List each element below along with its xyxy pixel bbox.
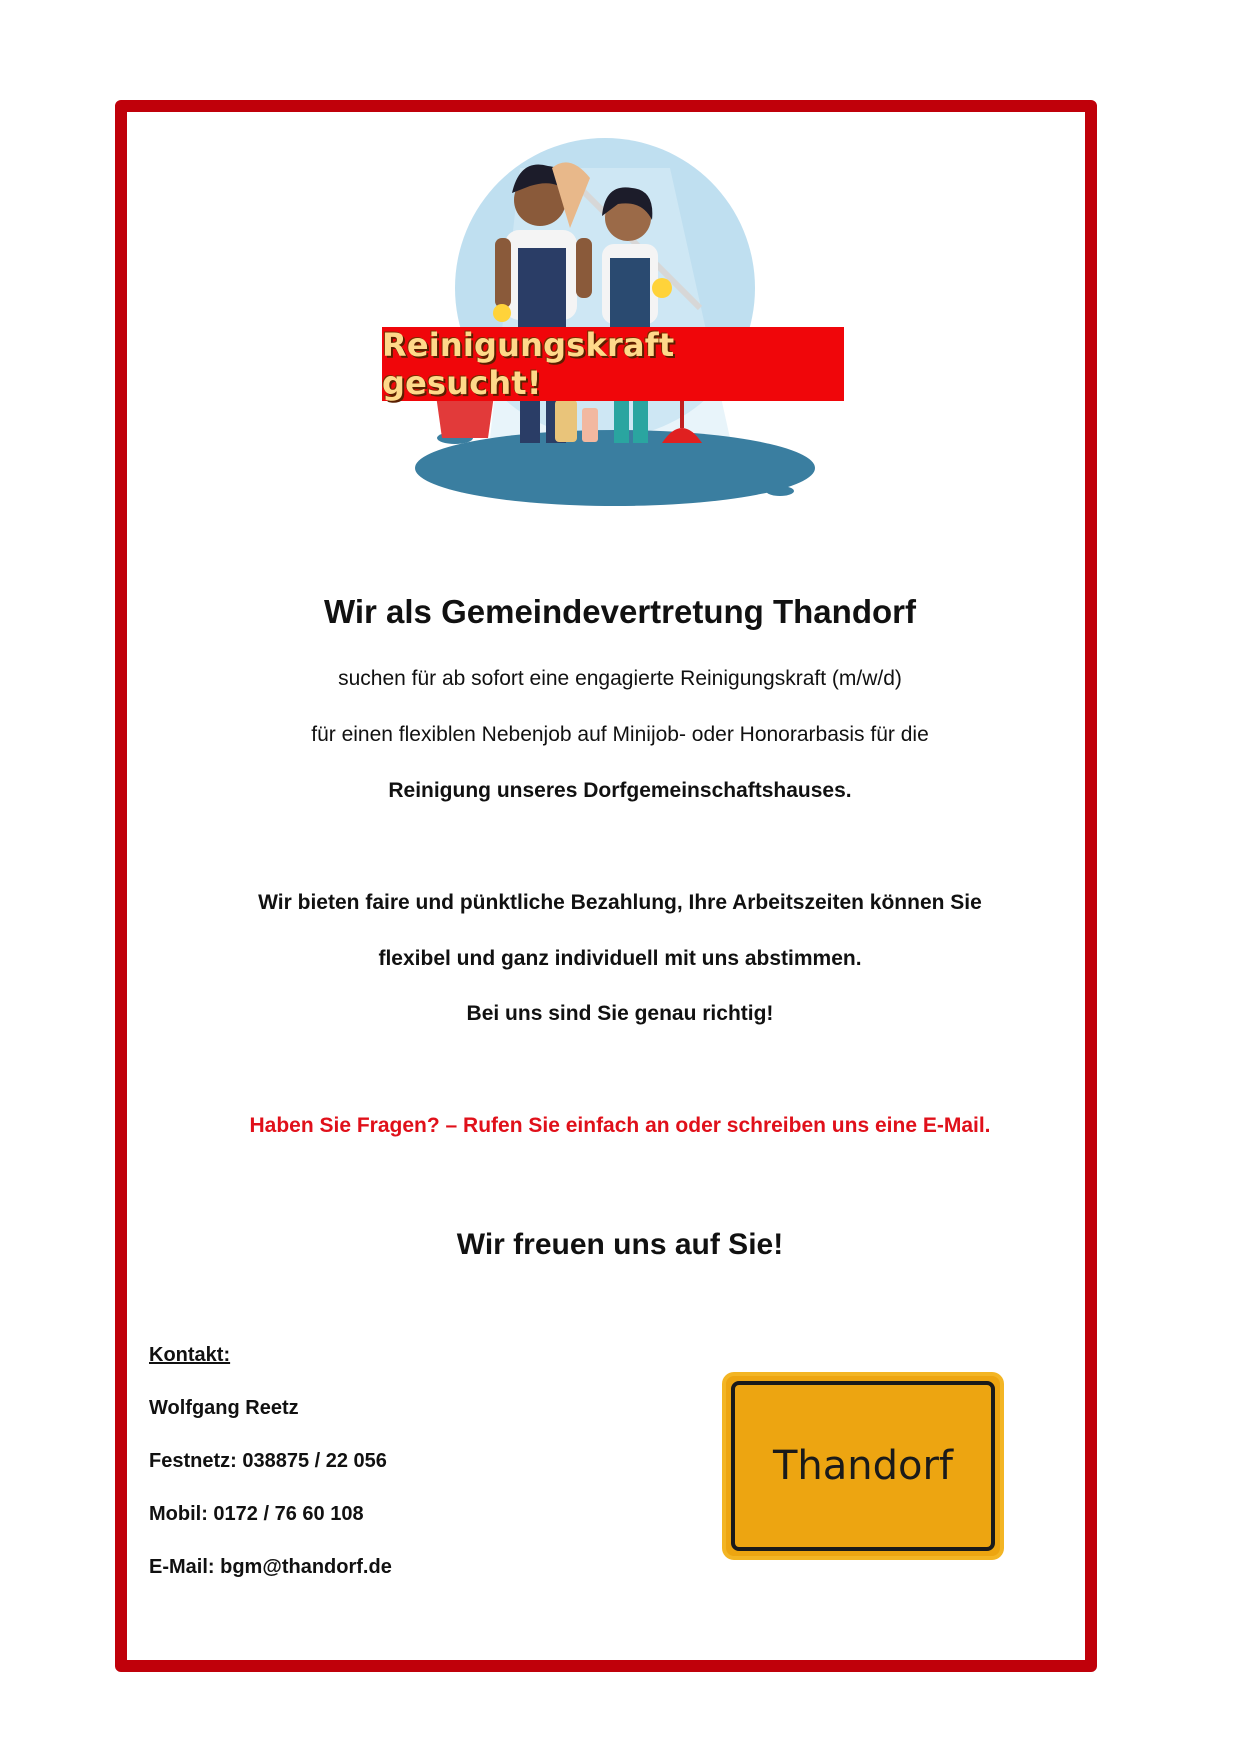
closing-heading: Wir freuen uns auf Sie!	[456, 1228, 784, 1261]
contact-name: Wolfgang Reetz	[149, 1397, 299, 1419]
town-sign-text: Thandorf	[772, 1443, 954, 1489]
intro-line-3: Reinigung unseres Dorfgemeinschaftshauses.	[388, 779, 852, 802]
town-sign	[722, 1372, 1004, 1560]
offer-line-2: flexibel und ganz individuell mit uns abstimmen.	[378, 947, 862, 970]
main-heading: Wir als Gemeindevertretung Thandorf	[324, 593, 916, 630]
contact-email: E-Mail: bgm@thandorf.de	[149, 1556, 392, 1578]
contact-mobile: Mobil: 0172 / 76 60 108	[149, 1503, 364, 1525]
offer-line-1: Wir bieten faire und pünktliche Bezahlung, Ihre Arbeitszeiten können Sie	[258, 891, 982, 914]
questions-line: Haben Sie Fragen? – Rufen Sie einfach an oder schreiben uns eine E-Mail.	[249, 1114, 991, 1137]
intro-line-1: suchen für ab sofort eine engagierte Reinigungskraft (m/w/d)	[338, 667, 902, 690]
job-wanted-banner	[382, 327, 844, 401]
contact-phone: Festnetz: 038875 / 22 056	[149, 1450, 387, 1472]
banner-text: Reinigungskraft gesucht!	[382, 326, 675, 402]
intro-line-2: für einen flexiblen Nebenjob auf Minijob- oder Honorarbasis für die	[311, 723, 929, 746]
contact-label: Kontakt:	[149, 1344, 231, 1366]
offer-line-3: Bei uns sind Sie genau richtig!	[466, 1002, 774, 1025]
